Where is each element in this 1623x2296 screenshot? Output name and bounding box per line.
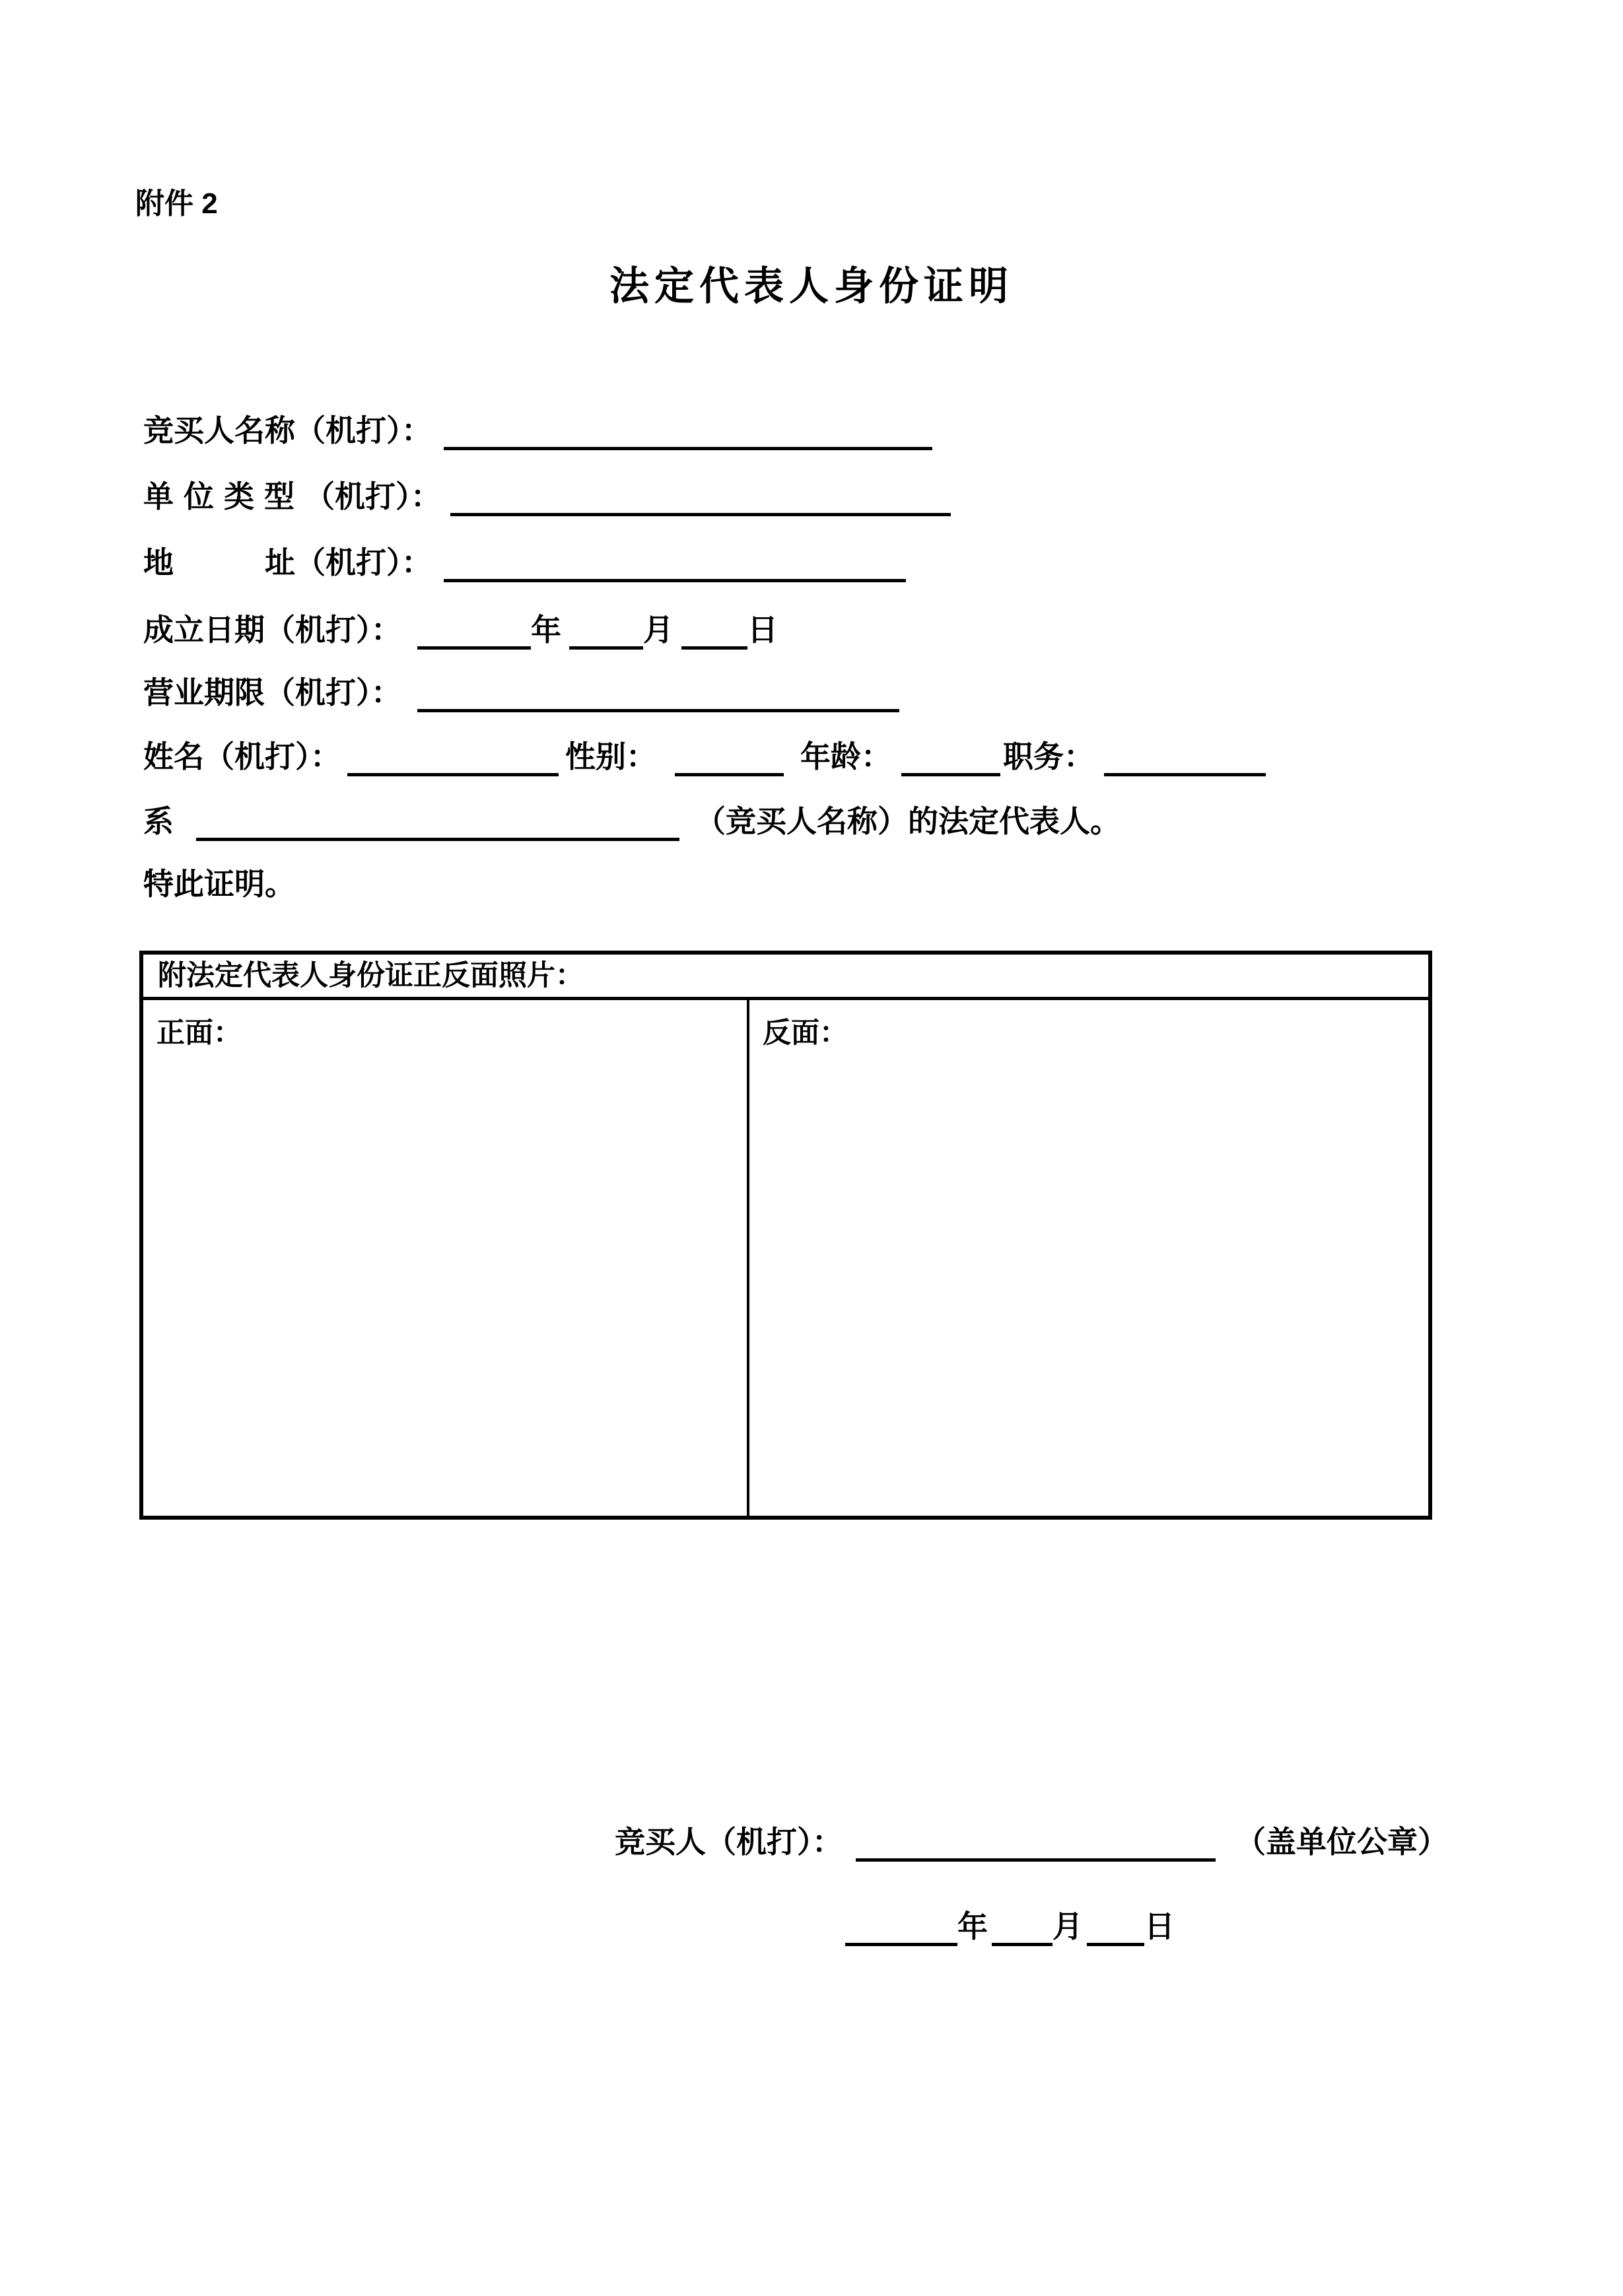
date-month-suffix: 月 (1053, 1909, 1083, 1943)
date-month-blank (992, 1916, 1053, 1946)
signature-bidder-label: 竞买人（机打）： (615, 1825, 843, 1859)
address-label: 地 址（机打）： (143, 545, 432, 580)
establish-month-blank (569, 620, 643, 650)
establish-date-label: 成立日期（机打）： (143, 613, 401, 647)
unit-type-blank (450, 487, 951, 516)
field-legal-rep-info (143, 739, 1266, 776)
photo-cell-front (143, 1000, 749, 1516)
photo-back-label: 反面： (763, 1017, 848, 1049)
day-suffix: 日 (747, 613, 778, 647)
rep-statement-suffix: （竞买人名称）的法定代表人。 (695, 804, 1121, 838)
field-address (143, 545, 906, 582)
document-title: 法定代表人身份证明 (609, 264, 1014, 308)
name-blank (347, 747, 559, 776)
gender-label: 性别： (565, 739, 656, 774)
address-blank (444, 553, 906, 582)
rep-company-blank (196, 811, 679, 841)
signature-bidder-blank (856, 1832, 1216, 1862)
business-term-blank (417, 683, 899, 712)
certify-statement: 特此证明。 (143, 867, 295, 901)
signature-date-line (845, 1903, 1175, 1946)
seal-note: （盖单位公章） (1235, 1825, 1448, 1859)
field-establish-date (143, 612, 778, 650)
date-year-blank (845, 1916, 957, 1946)
field-rep-statement (143, 803, 1121, 841)
age-blank (901, 747, 1000, 776)
unit-type-label: 单位类型 (143, 479, 304, 514)
unit-type-label-suffix: （机打）： (304, 479, 441, 514)
gender-blank (675, 747, 784, 776)
date-year-suffix: 年 (957, 1909, 988, 1943)
post-label: 职务： (1003, 739, 1094, 774)
rep-statement-prefix: 系 (143, 804, 174, 838)
name-label: 姓名（机打）： (143, 739, 341, 774)
photo-table-header: 附法定代表人身份证正反面照片： (143, 955, 1428, 1000)
field-unit-type (143, 479, 951, 516)
photo-table-body (143, 1000, 1428, 1516)
date-day-blank (1087, 1916, 1144, 1946)
month-suffix: 月 (643, 613, 673, 647)
bidder-name-label: 竞买人名称（机打）： (143, 413, 432, 448)
establish-year-blank (417, 620, 531, 650)
photo-cell-back (749, 1000, 1428, 1516)
signature-line (615, 1818, 1448, 1862)
bidder-name-blank (444, 421, 932, 450)
field-bidder-name (143, 413, 932, 450)
establish-day-blank (681, 620, 747, 650)
age-label: 年龄： (800, 739, 891, 774)
field-business-term (143, 675, 899, 712)
date-day-suffix: 日 (1144, 1909, 1175, 1943)
post-blank (1104, 747, 1266, 776)
photo-front-label: 正面： (156, 1017, 242, 1049)
year-suffix: 年 (531, 613, 561, 647)
business-term-label: 营业期限（机打）： (143, 675, 401, 710)
attachment-label: 附件 2 (135, 187, 218, 220)
photo-table (139, 951, 1432, 1520)
